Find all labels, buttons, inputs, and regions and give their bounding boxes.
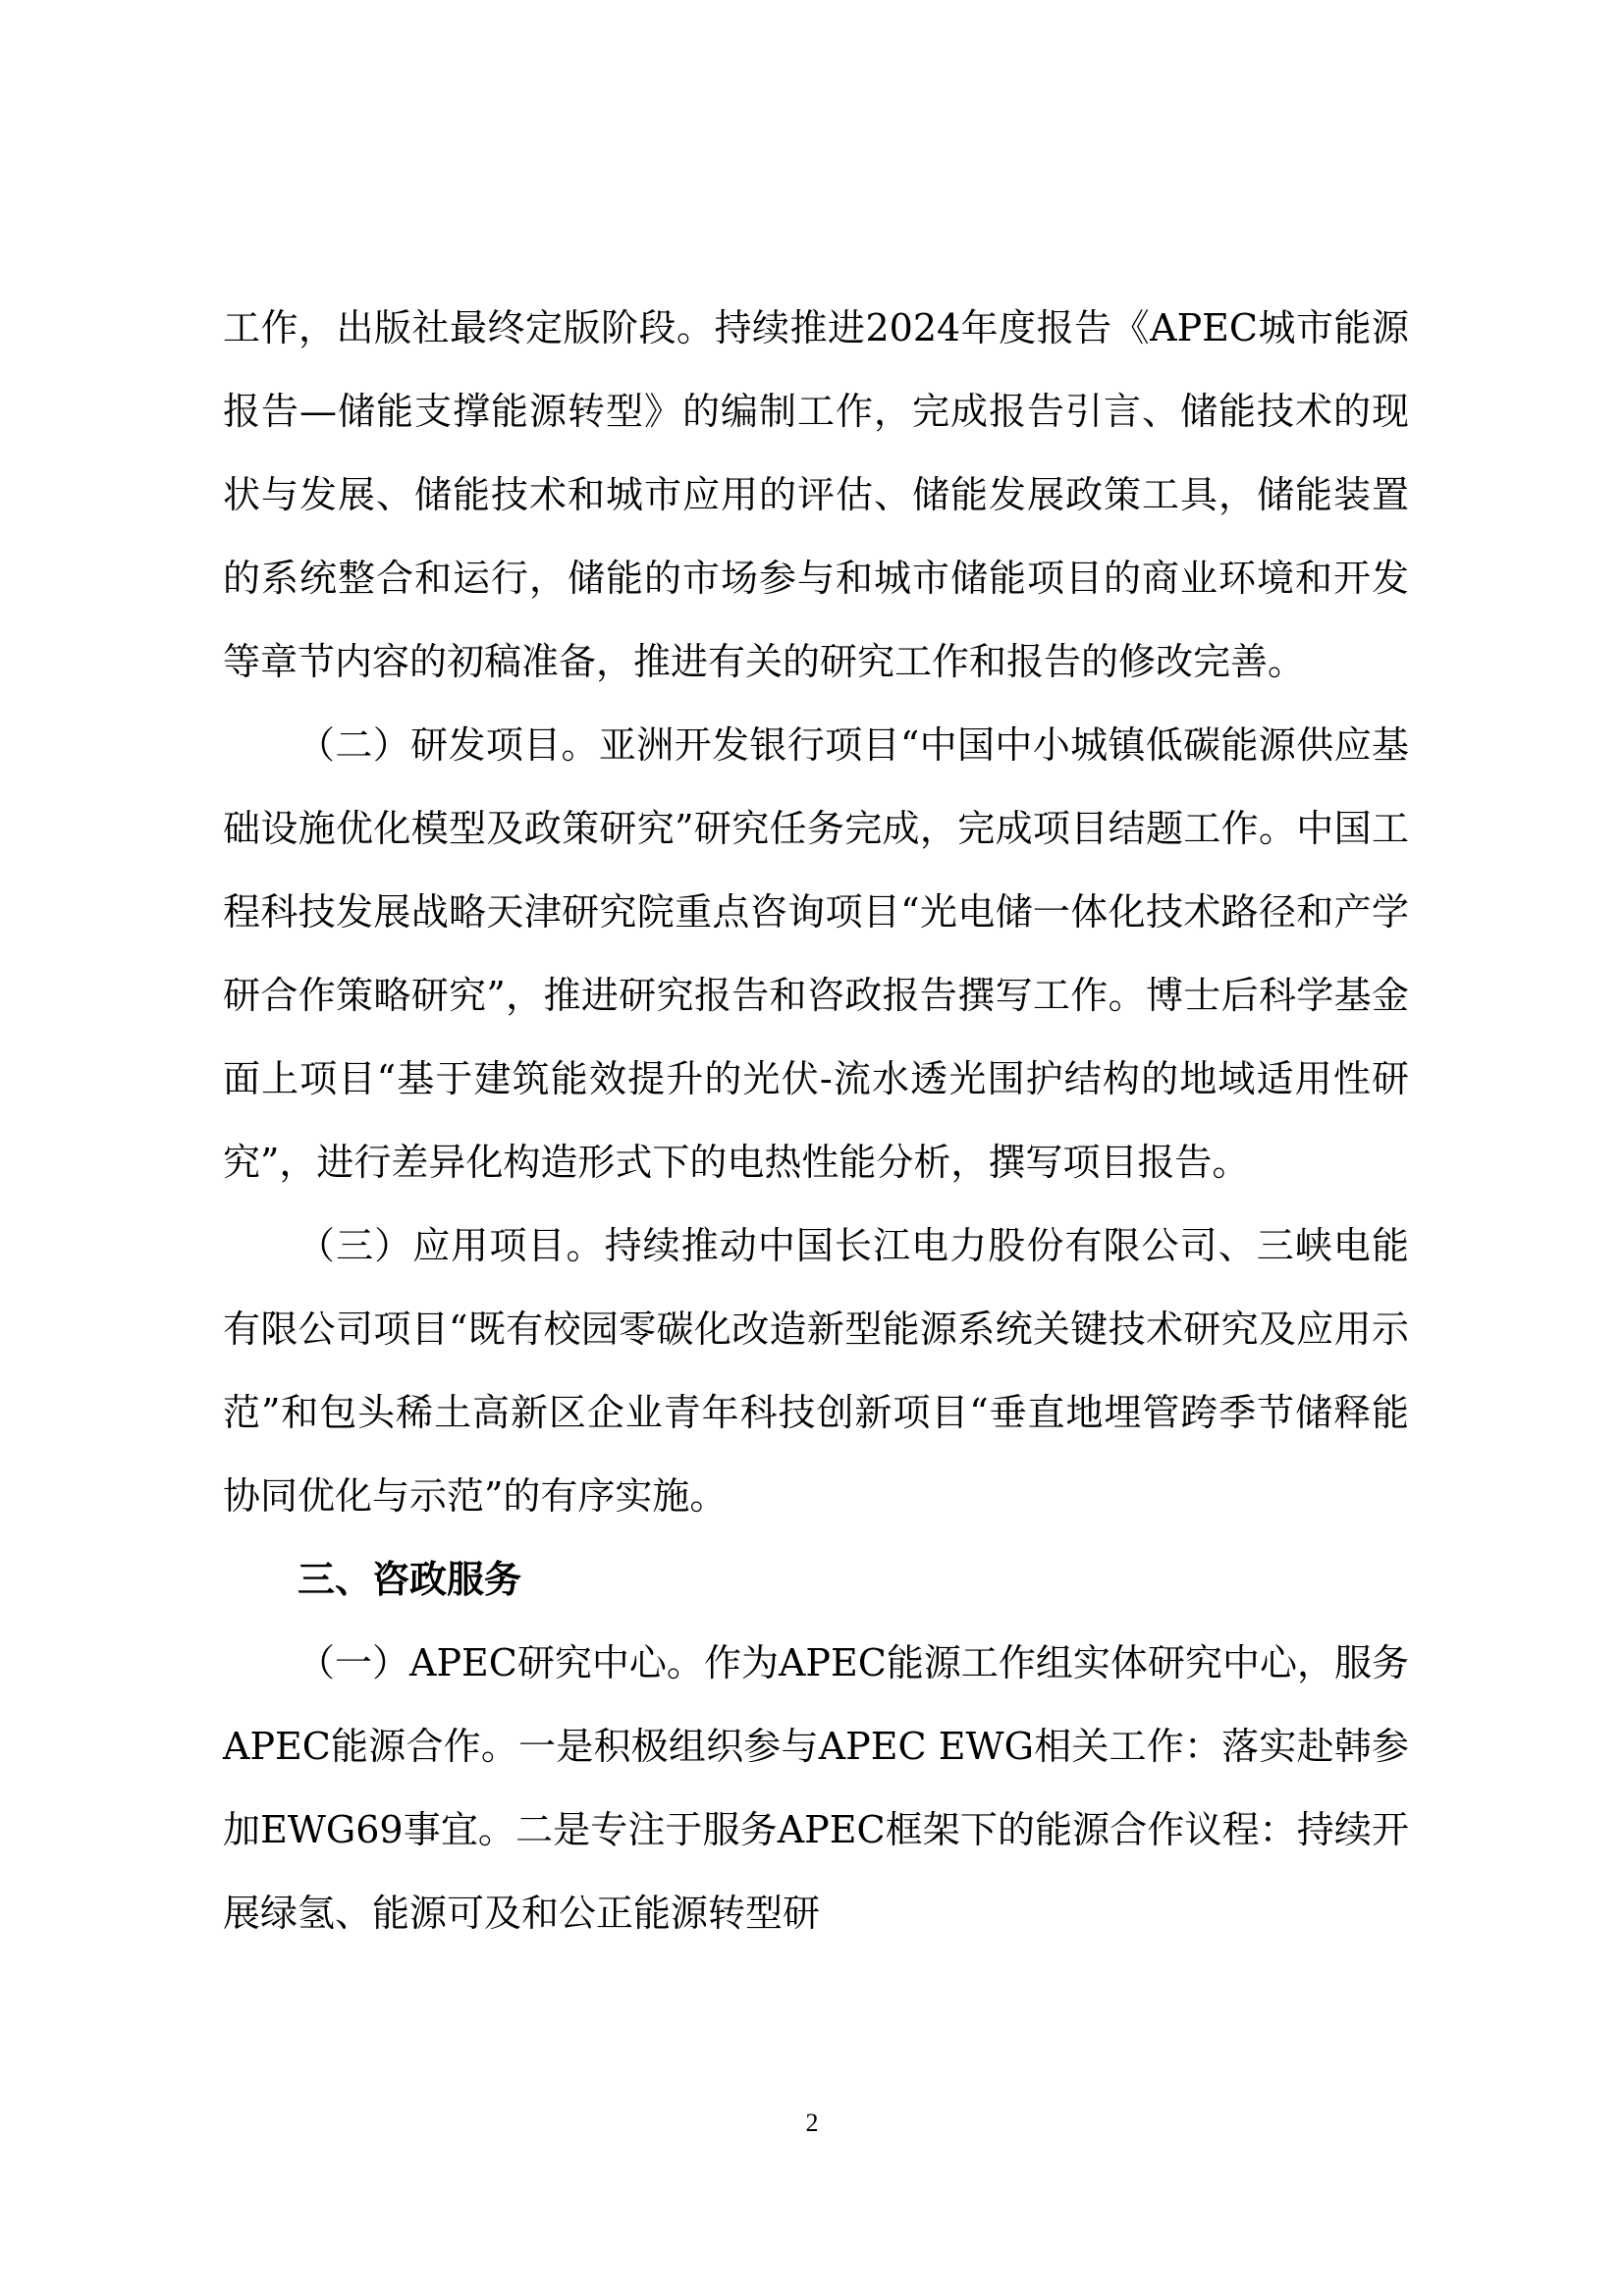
section-heading: 三、咨政服务	[298, 1558, 522, 1601]
paragraph-continuation: 工作，出版社最终定版阶段。持续推进2024年度报告《APEC城市能源报告—储能支撑能源转型》的编制工作，完成报告引言、储能技术的现状与发展、储能技术和城市应用的评估、储能发展政策工具，储能装置的系统整合和运行，储能的市场参与和城市储能项目的商业环境和开发等章节内容的初稿准备，推进有关的研究工作和报告的修改完善。	[223, 306, 1409, 683]
document-body	[223, 287, 1409, 1955]
paragraph-application-projects: （三）应用项目。持续推动中国长江电力股份有限公司、三峡电能有限公司项目“既有校园零碳化改造新型能源系统关键技术研究及应用示范”和包头稀土高新区企业青年科技创新项目“垂直地埋管跨季节储释能协同优化与示范”的有序实施。	[223, 1224, 1409, 1518]
paragraph-apec-center: （一）APEC研究中心。作为APEC能源工作组实体研究中心，服务APEC能源合作。一是积极组织参与APEC EWG相关工作：落实赴韩参加EWG69事宜。二是专注于服务APEC框架下的能源合作议程：持续开展绿氢、能源可及和公正能源转型研	[223, 1641, 1409, 1935]
page-number: 2	[805, 2109, 819, 2137]
paragraph-rd-projects: （二）研发项目。亚洲开发银行项目“中国中小城镇低碳能源供应基础设施优化模型及政策研究”研究任务完成，完成项目结题工作。中国工程科技发展战略天津研究院重点咨询项目“光电储一体化技术路径和产学研合作策略研究”，推进研究报告和咨政报告撰写工作。博士后科学基金面上项目“基于建筑能效提升的光伏-流水透光围护结构的地域适用性研究”，进行差异化构造形式下的电热性能分析，撰写项目报告。	[223, 723, 1409, 1184]
